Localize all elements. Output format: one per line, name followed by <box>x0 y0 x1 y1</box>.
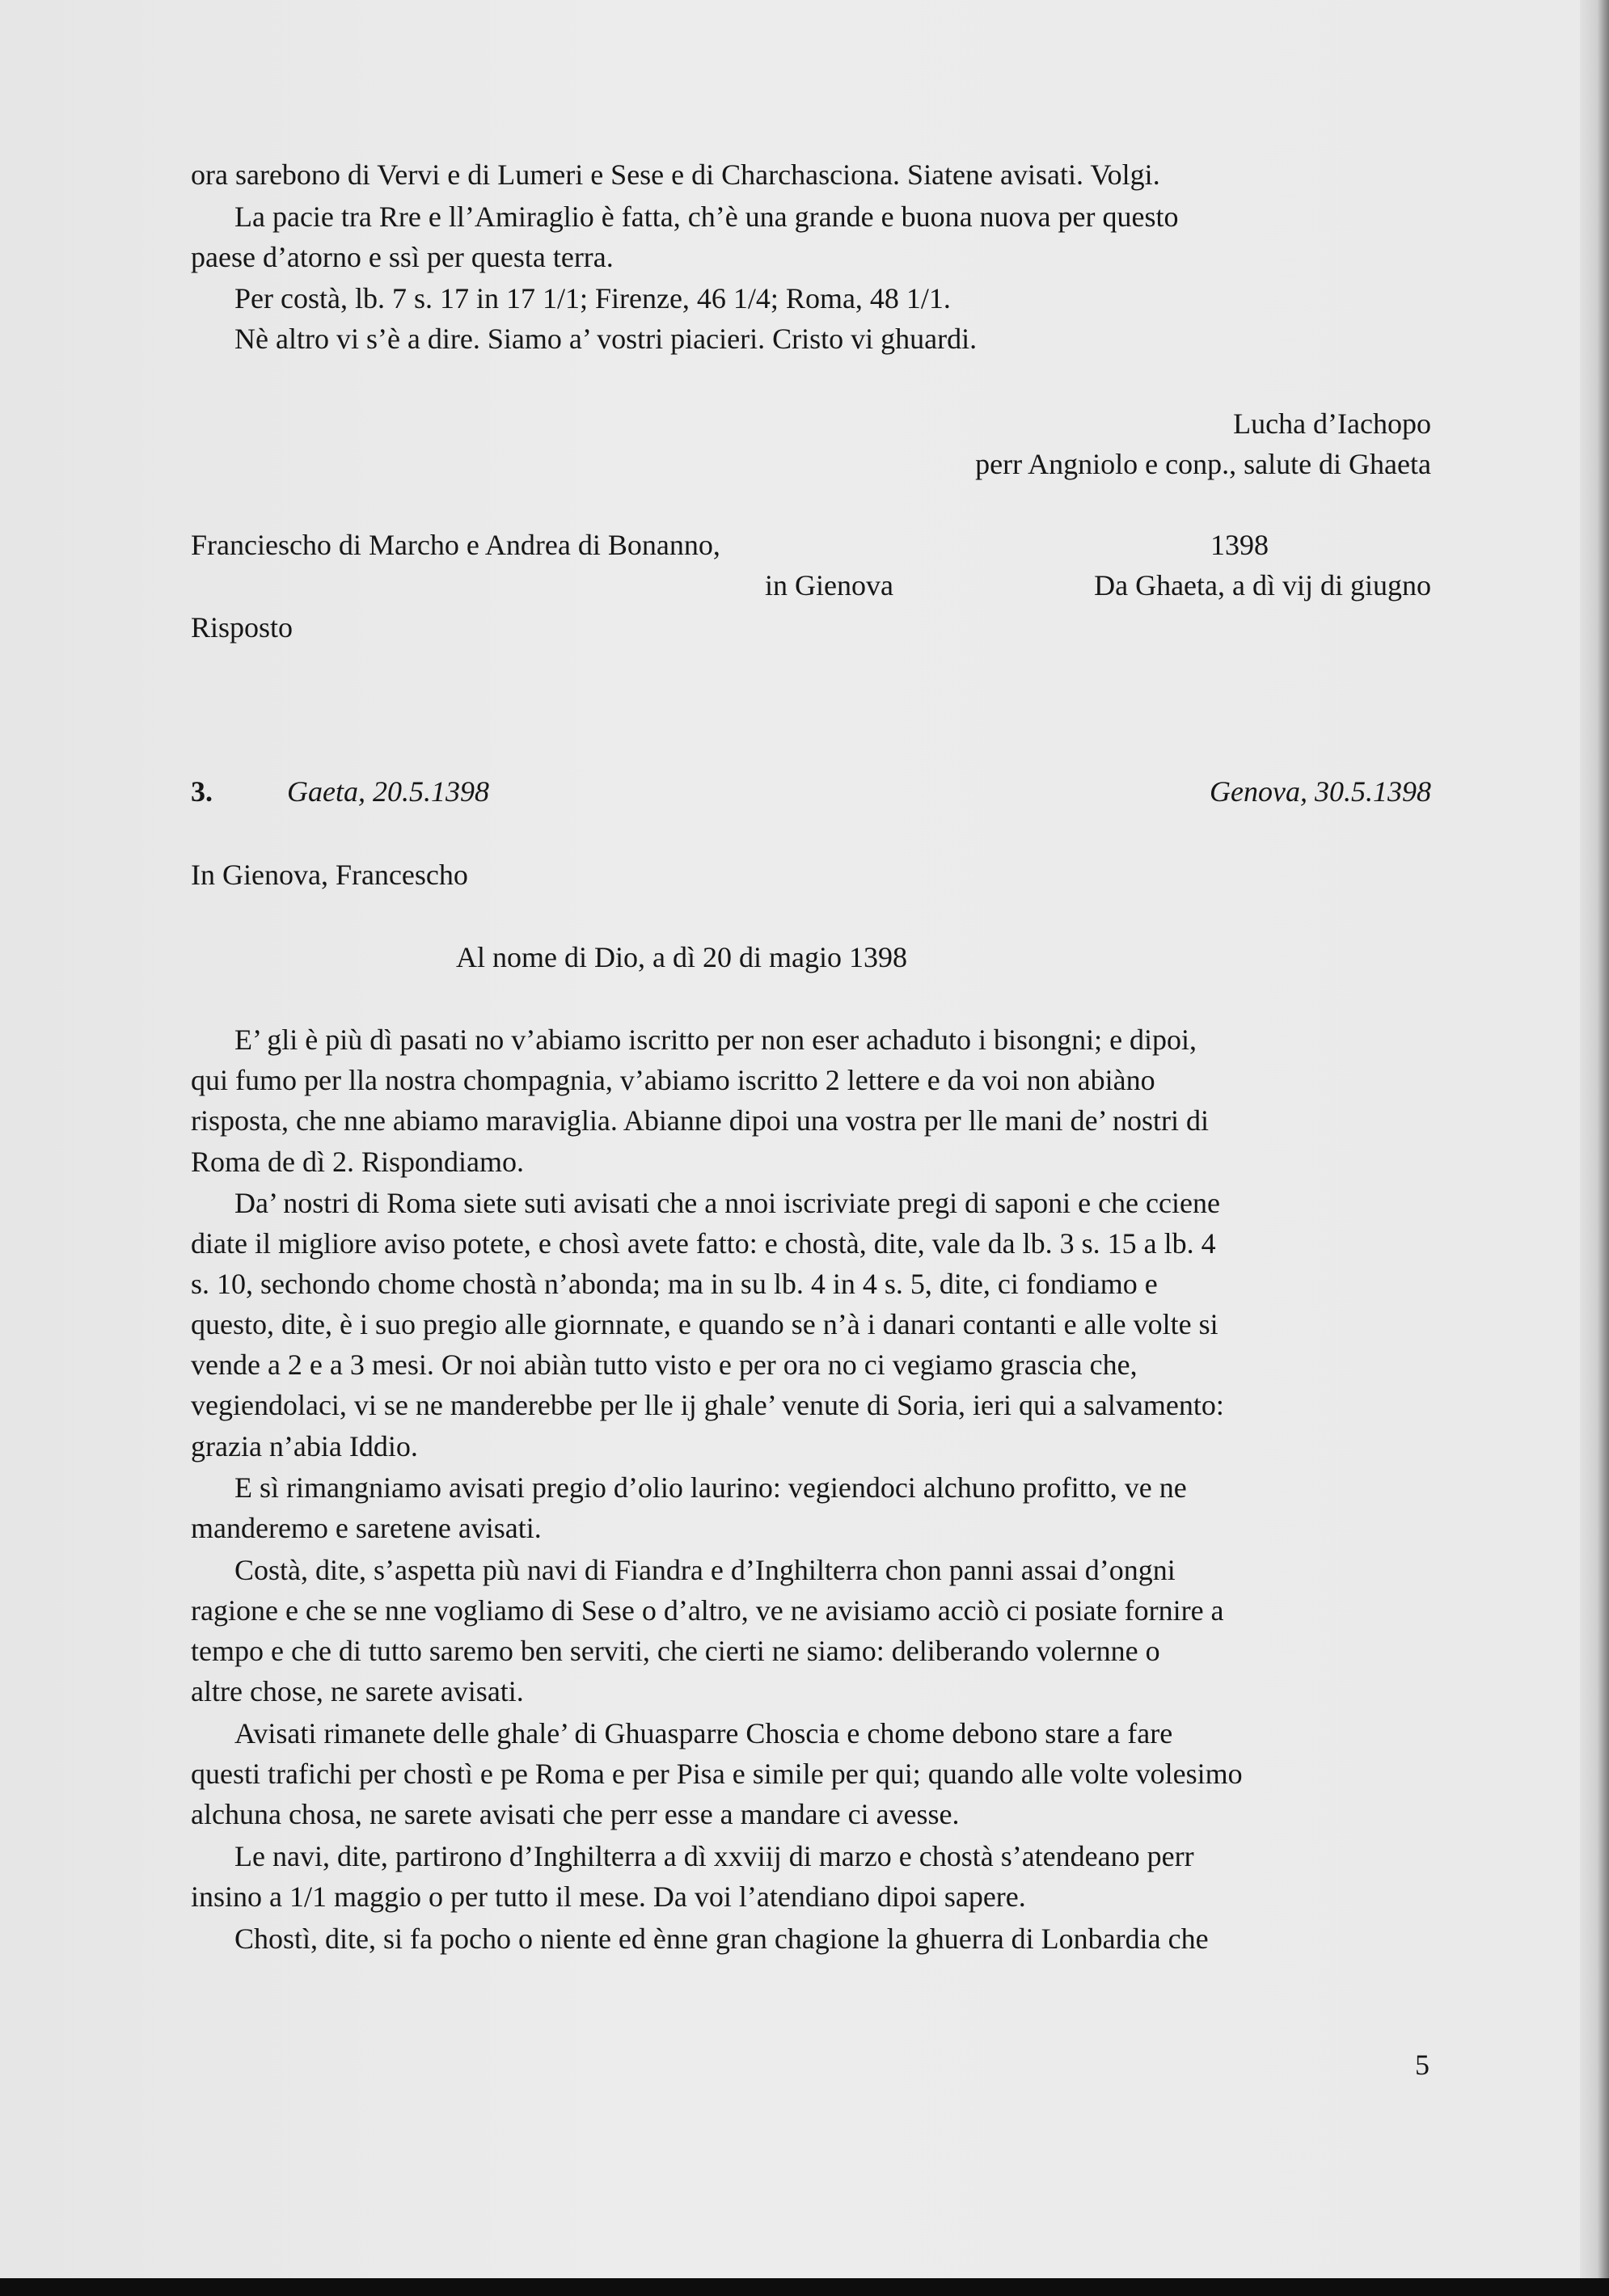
text-line: E’ gli è più dì pasati no v’abiamo iscritto per non eser achaduto i bisongni; e dipoi, <box>234 1023 1197 1056</box>
text-line: diate il migliore aviso potete, e chosì avete fatto: e chostà, dite, vale da lb. 3 s. 15 a lb. 4 <box>191 1227 1216 1260</box>
text-line: altre chose, ne sarete avisati. <box>191 1675 524 1707</box>
letter-address: In Gienova, Francescho <box>191 859 468 891</box>
letter-dateline: Al nome di Dio, a dì 20 di magio 1398 <box>456 941 907 973</box>
text-line: Roma de dì 2. Rispondiamo. <box>191 1146 524 1178</box>
text-line: paese d’atorno e ssì per questa terra. <box>191 241 614 273</box>
text-line: tempo e che di tutto saremo ben serviti, che cierti ne siamo: deliberando volernne o <box>191 1635 1160 1667</box>
scan-border <box>0 2278 1609 2296</box>
text-line: questi trafichi per chostì e pe Roma e per Pisa e simile per qui; quando alle volte volesimo <box>191 1758 1243 1790</box>
text-line: Le navi, dite, partirono d’Inghilterra a dì xxviij di marzo e chostà s’atendeano perr <box>234 1840 1194 1872</box>
risposto-note: Risposto <box>191 611 294 644</box>
address-recipients: Franciescho di Marcho e Andrea di Bonanno, <box>191 529 720 561</box>
text-line: Nè altro vi s’è a dire. Siamo a’ vostri piacieri. Cristo vi ghuardi. <box>234 323 978 355</box>
letter-number: 3. <box>191 775 213 808</box>
text-line: Da’ nostri di Roma siete suti avisati che a nnoi iscriviate pregi di saponi e che cciene <box>234 1187 1220 1219</box>
text-line: vegiendolaci, vi se ne manderebbe per lle ij ghale’ venute di Soria, ieri qui a salvamento: <box>191 1389 1224 1421</box>
text-line: grazia n’abia Iddio. <box>191 1430 418 1462</box>
text-line: questo, dite, è i suo pregio alle giornnate, e quando se n’à i danari contanti e alle volte si <box>191 1308 1218 1340</box>
text-line: qui fumo per lla nostra chompagnia, v’abiamo iscritto 2 lettere e da voi non abiàno <box>191 1064 1155 1096</box>
text-line: La pacie tra Rre e ll’Amiraglio è fatta, ch’è una grande e buona nuova per questo <box>234 200 1179 233</box>
text-line: risposta, che nne abiamo maraviglia. Abianne dipoi una vostra per lle mani de’ nostri di <box>191 1104 1209 1137</box>
text-line: ragione e che se nne vogliamo di Sese o d’altro, ve ne avisiamo acciò ci posiate fornire a <box>191 1594 1224 1627</box>
signature-on-behalf: perr Angniolo e conp., salute di Ghaeta <box>975 448 1431 480</box>
letter-destination: Genova, 30.5.1398 <box>1210 775 1431 808</box>
letter-origin: Gaeta, 20.5.1398 <box>287 775 489 808</box>
text-line: Avisati rimanete delle ghale’ di Ghuasparre Choscia e chome debono stare a fare <box>234 1717 1173 1749</box>
text-line: vende a 2 e a 3 mesi. Or noi abiàn tutto visto e per ora no ci vegiamo grascia che, <box>191 1348 1138 1381</box>
text-line: insino a 1/1 maggio o per tutto il mese. Da voi l’atendiano dipoi sapere. <box>191 1880 1026 1913</box>
text-line: Costà, dite, s’aspetta più navi di Fiandra e d’Inghilterra chon panni assai d’ongni <box>234 1554 1176 1586</box>
text-line: ora sarebono di Vervi e di Lumeri e Sese e di Charchasciona. Siatene avisati. Volgi. <box>191 158 1160 191</box>
text-line: alchuna chosa, ne sarete avisati che perr esse a mandare ci avesse. <box>191 1798 960 1830</box>
page-edge-shadow <box>1580 0 1609 2296</box>
text-line: Chostì, dite, si fa pocho o niente ed ènne gran chagione la ghuerra di Lonbardia che <box>234 1922 1209 1955</box>
address-place: in Gienova <box>765 569 893 601</box>
address-origin-date: Da Ghaeta, a dì vij di giugno <box>1094 569 1431 601</box>
text-line: Per costà, lb. 7 s. 17 in 17 1/1; Firenze, 46 1/4; Roma, 48 1/1. <box>234 282 951 314</box>
address-year: 1398 <box>1210 529 1269 561</box>
text-line: s. 10, sechondo chome chostà n’abonda; ma in su lb. 4 in 4 s. 5, dite, ci fondiamo e <box>191 1268 1158 1300</box>
page-number: 5 <box>1415 2049 1430 2081</box>
signature-sender: Lucha d’Iachopo <box>1233 407 1431 440</box>
text-line: manderemo e saretene avisati. <box>191 1512 542 1544</box>
text-line: E sì rimangniamo avisati pregio d’olio laurino: vegiendoci alchuno profitto, ve ne <box>234 1471 1187 1504</box>
